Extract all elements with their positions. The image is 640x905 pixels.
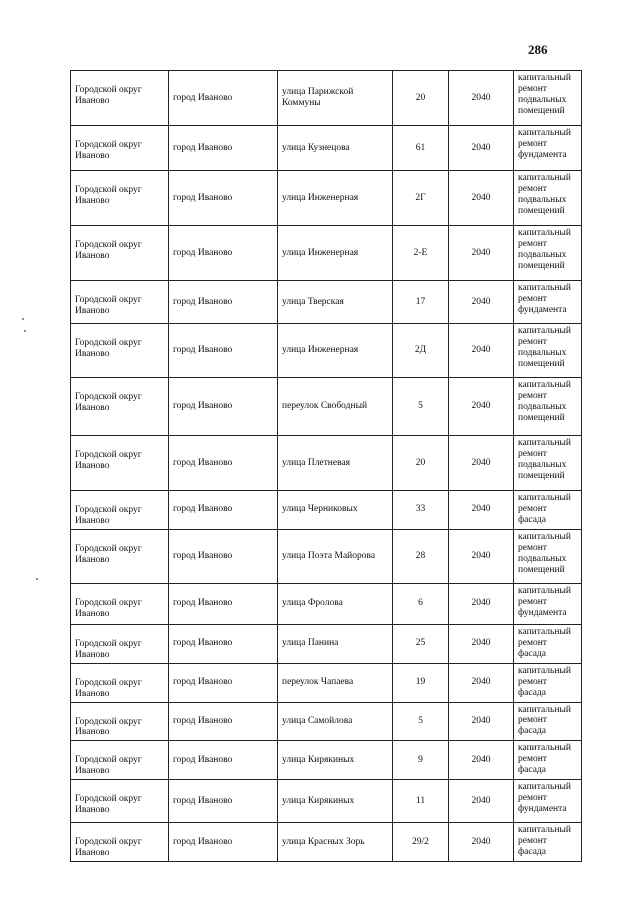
- year-cell: 2040: [449, 624, 514, 663]
- house-number-cell: 20: [393, 436, 449, 491]
- table-row: [71, 436, 582, 491]
- year-cell: 2040: [449, 71, 514, 126]
- house-number-cell: 5: [393, 702, 449, 741]
- work-type-cell: капитальный ремонт фундамента: [514, 281, 582, 324]
- capital-repair-table: [70, 70, 582, 862]
- street-cell: улица Инженерная: [278, 226, 393, 281]
- street-cell: улица Тверская: [278, 281, 393, 324]
- page-number: 286: [528, 42, 548, 57]
- house-number-cell: 2Д: [393, 324, 449, 378]
- table-row: [71, 226, 582, 281]
- work-type-cell: капитальный ремонт фасада: [514, 741, 582, 780]
- district-cell: Городской округ Иваново: [71, 741, 169, 780]
- year-cell: 2040: [449, 324, 514, 378]
- work-type-cell: капитальный ремонт подвальных помещений: [514, 436, 582, 491]
- work-type-cell: капитальный ремонт фундамента: [514, 126, 582, 171]
- street-cell: улица Красных Зорь: [278, 823, 393, 862]
- house-number-cell: 20: [393, 71, 449, 126]
- district-cell: Городской округ Иваново: [71, 491, 169, 530]
- table-row: [71, 378, 582, 436]
- district-cell: Городской округ Иваново: [71, 702, 169, 741]
- house-number-cell: 25: [393, 624, 449, 663]
- scan-speck: [24, 330, 26, 332]
- house-number-cell: 9: [393, 741, 449, 780]
- street-cell: улица Кузнецова: [278, 126, 393, 171]
- city-cell: город Иваново: [169, 624, 278, 663]
- city-cell: город Иваново: [169, 583, 278, 624]
- district-cell: Городской округ Иваново: [71, 281, 169, 324]
- year-cell: 2040: [449, 226, 514, 281]
- street-cell: улица Инженерная: [278, 324, 393, 378]
- table-row: [71, 624, 582, 663]
- house-number-cell: 28: [393, 529, 449, 583]
- district-cell: Городской округ Иваново: [71, 226, 169, 281]
- district-cell: Городской округ Иваново: [71, 663, 169, 702]
- house-number-cell: 2Г: [393, 171, 449, 226]
- table-row: [71, 529, 582, 583]
- house-number-cell: 61: [393, 126, 449, 171]
- work-type-cell: капитальный ремонт подвальных помещений: [514, 529, 582, 583]
- work-type-cell: капитальный ремонт фасада: [514, 663, 582, 702]
- street-cell: улица Поэта Майорова: [278, 529, 393, 583]
- district-cell: Городской округ Иваново: [71, 529, 169, 583]
- year-cell: 2040: [449, 281, 514, 324]
- house-number-cell: 33: [393, 491, 449, 530]
- house-number-cell: 2-Е: [393, 226, 449, 281]
- house-number-cell: 5: [393, 378, 449, 436]
- street-cell: улица Парижской Коммуны: [278, 71, 393, 126]
- city-cell: город Иваново: [169, 702, 278, 741]
- table-row: [71, 663, 582, 702]
- house-number-cell: 11: [393, 780, 449, 823]
- table-row: [71, 281, 582, 324]
- year-cell: 2040: [449, 702, 514, 741]
- street-cell: улица Плетневая: [278, 436, 393, 491]
- year-cell: 2040: [449, 823, 514, 862]
- city-cell: город Иваново: [169, 436, 278, 491]
- city-cell: город Иваново: [169, 281, 278, 324]
- house-number-cell: 19: [393, 663, 449, 702]
- house-number-cell: 6: [393, 583, 449, 624]
- work-type-cell: капитальный ремонт фасада: [514, 491, 582, 530]
- year-cell: 2040: [449, 780, 514, 823]
- table-body: [71, 71, 582, 862]
- city-cell: город Иваново: [169, 226, 278, 281]
- street-cell: улица Панина: [278, 624, 393, 663]
- work-type-cell: капитальный ремонт подвальных помещений: [514, 226, 582, 281]
- district-cell: Городской округ Иваново: [71, 823, 169, 862]
- year-cell: 2040: [449, 529, 514, 583]
- table-row: [71, 702, 582, 741]
- table-row: [71, 491, 582, 530]
- street-cell: улица Черниковых: [278, 491, 393, 530]
- city-cell: город Иваново: [169, 741, 278, 780]
- city-cell: город Иваново: [169, 529, 278, 583]
- district-cell: Городской округ Иваново: [71, 583, 169, 624]
- work-type-cell: капитальный ремонт фасада: [514, 823, 582, 862]
- work-type-cell: капитальный ремонт подвальных помещений: [514, 378, 582, 436]
- table-row: [71, 126, 582, 171]
- table-row: [71, 71, 582, 126]
- street-cell: улица Кирякиных: [278, 741, 393, 780]
- district-cell: Городской округ Иваново: [71, 126, 169, 171]
- district-cell: Городской округ Иваново: [71, 436, 169, 491]
- work-type-cell: капитальный ремонт фасада: [514, 702, 582, 741]
- work-type-cell: капитальный ремонт подвальных помещений: [514, 171, 582, 226]
- scan-speck: [22, 318, 24, 320]
- city-cell: город Иваново: [169, 491, 278, 530]
- city-cell: город Иваново: [169, 378, 278, 436]
- year-cell: 2040: [449, 171, 514, 226]
- table-row: [71, 324, 582, 378]
- year-cell: 2040: [449, 663, 514, 702]
- year-cell: 2040: [449, 741, 514, 780]
- city-cell: город Иваново: [169, 823, 278, 862]
- work-type-cell: капитальный ремонт фундамента: [514, 780, 582, 823]
- street-cell: улица Инженерная: [278, 171, 393, 226]
- city-cell: город Иваново: [169, 780, 278, 823]
- scan-speck: [36, 578, 38, 580]
- house-number-cell: 29/2: [393, 823, 449, 862]
- table-row: [71, 171, 582, 226]
- work-type-cell: капитальный ремонт подвальных помещений: [514, 71, 582, 126]
- table-row: [71, 741, 582, 780]
- year-cell: 2040: [449, 436, 514, 491]
- city-cell: город Иваново: [169, 324, 278, 378]
- table-row: [71, 583, 582, 624]
- district-cell: Городской округ Иваново: [71, 624, 169, 663]
- house-number-cell: 17: [393, 281, 449, 324]
- street-cell: переулок Чапаева: [278, 663, 393, 702]
- year-cell: 2040: [449, 491, 514, 530]
- year-cell: 2040: [449, 583, 514, 624]
- city-cell: город Иваново: [169, 171, 278, 226]
- street-cell: улица Самойлова: [278, 702, 393, 741]
- year-cell: 2040: [449, 126, 514, 171]
- district-cell: Городской округ Иваново: [71, 171, 169, 226]
- work-type-cell: капитальный ремонт фундамента: [514, 583, 582, 624]
- district-cell: Городской округ Иваново: [71, 378, 169, 436]
- table-row: [71, 780, 582, 823]
- street-cell: улица Фролова: [278, 583, 393, 624]
- district-cell: Городской округ Иваново: [71, 780, 169, 823]
- district-cell: Городской округ Иваново: [71, 324, 169, 378]
- city-cell: город Иваново: [169, 663, 278, 702]
- district-cell: Городской округ Иваново: [71, 71, 169, 126]
- street-cell: переулок Свободный: [278, 378, 393, 436]
- city-cell: город Иваново: [169, 126, 278, 171]
- year-cell: 2040: [449, 378, 514, 436]
- street-cell: улица Кирякиных: [278, 780, 393, 823]
- city-cell: город Иваново: [169, 71, 278, 126]
- work-type-cell: капитальный ремонт подвальных помещений: [514, 324, 582, 378]
- table-row: [71, 823, 582, 862]
- work-type-cell: капитальный ремонт фасада: [514, 624, 582, 663]
